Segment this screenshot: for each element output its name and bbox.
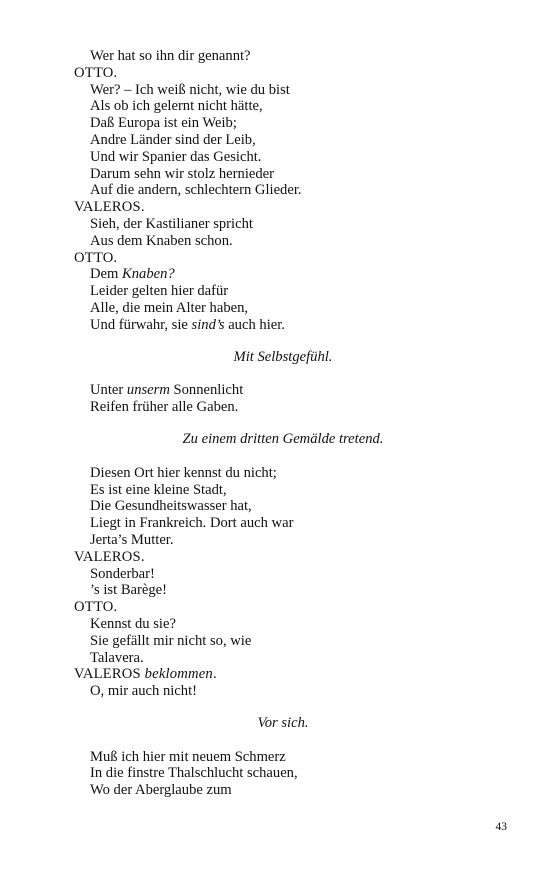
speaker-name <box>74 666 474 683</box>
verse-line: Sie gefällt mir nicht so, wie <box>90 632 252 649</box>
text-segment: Und fürwahr, sie <box>90 316 192 333</box>
verse-line: ’s ist Barège! <box>90 582 168 599</box>
verse-line: Reifen früher alle Gaben. <box>90 399 239 416</box>
text-segment: Sonnenlicht <box>169 382 244 399</box>
text-segment: Dem <box>90 266 123 283</box>
speaker-name: OTTO. <box>74 249 118 266</box>
italic-text: Knaben? <box>122 266 175 283</box>
text-segment: VALEROS <box>74 666 145 683</box>
verse-line: Auf die andern, schlechtern Glieder. <box>90 182 302 199</box>
verse-line: O, mir auch nicht! <box>90 683 197 700</box>
verse-line: Sonderbar! <box>90 565 155 582</box>
verse-line: Wer? – Ich weiß nicht, wie du bist <box>90 81 290 98</box>
verse-line: Liegt in Frankreich. Dort auch war <box>90 515 294 532</box>
speaker-name: OTTO. <box>74 64 118 81</box>
verse-line <box>74 317 474 334</box>
stage-direction: Zu einem dritten Gemälde tretend. <box>182 430 384 447</box>
verse-line: Und wir Spanier das Gesicht. <box>90 148 262 165</box>
text-segment: auch hier. <box>224 316 285 333</box>
verse-line: Muß ich hier mit neuem Schmerz <box>90 748 286 765</box>
verse-line: Es ist eine kleine Stadt, <box>90 481 227 498</box>
drama-text <box>74 48 474 799</box>
verse-line: Darum sehn wir stolz hernieder <box>90 165 274 182</box>
verse-line: Leider gelten hier dafür <box>90 283 229 300</box>
text-segment: Unter <box>90 382 127 399</box>
verse-line: Daß Europa ist ein Weib; <box>90 115 237 132</box>
verse-line: Alle, die mein Alter haben, <box>90 299 249 316</box>
speaker-name: OTTO. <box>74 599 118 616</box>
verse-line <box>74 382 474 399</box>
verse-line: Wer hat so ihn dir genannt? <box>90 48 251 64</box>
stage-direction: Vor sich. <box>257 714 309 731</box>
text-segment: . <box>212 666 217 683</box>
verse-line: Kennst du sie? <box>90 615 176 632</box>
italic-text: unserm <box>126 382 170 399</box>
verse-line: Diesen Ort hier kennst du nicht; <box>90 464 277 481</box>
verse-line: Sieh, der Kastilianer spricht <box>90 215 253 232</box>
verse-line: Jerta’s Mutter. <box>90 531 174 548</box>
page-number: 43 <box>495 821 507 833</box>
speaker-name: VALEROS. <box>74 199 145 216</box>
speaker-name: VALEROS. <box>74 548 145 565</box>
verse-line: In die finstre Thalschlucht schauen, <box>90 765 298 782</box>
italic-text: sind’s <box>191 316 225 333</box>
stage-direction: Mit Selbstgefühl. <box>233 348 333 365</box>
italic-text: beklommen <box>144 666 213 683</box>
verse-line: Andre Länder sind der Leib, <box>90 131 256 148</box>
verse-line: Die Gesundheitswasser hat, <box>90 498 252 515</box>
verse-line: Aus dem Knaben schon. <box>90 232 233 249</box>
verse-line: Talavera. <box>90 649 144 666</box>
verse-line <box>74 266 474 283</box>
verse-line: Als ob ich gelernt nicht hätte, <box>90 98 263 115</box>
verse-line: Wo der Aberglaube zum <box>90 782 232 799</box>
